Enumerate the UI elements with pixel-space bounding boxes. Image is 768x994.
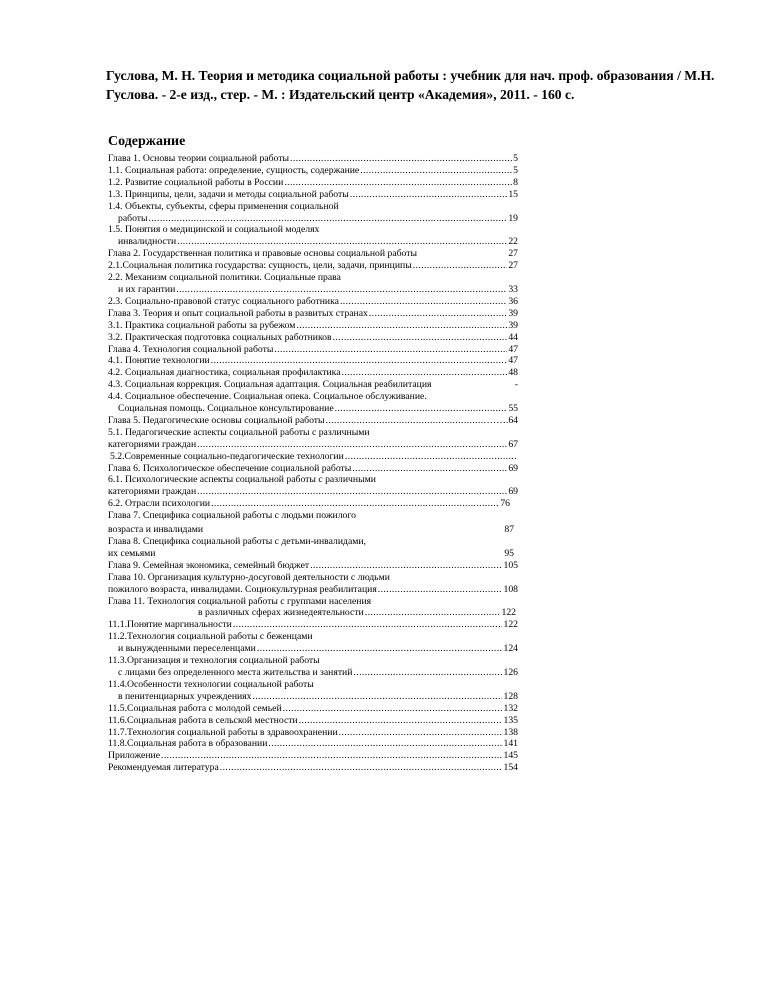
toc-entry: 4.1. Понятие технологии ..... 47 — [108, 355, 518, 367]
toc-entry: категориями граждан ..... 67 — [108, 439, 518, 451]
toc-entry: 4.3. Социальная коррекция. Социальная адаптация. Социальная реабилитация - — [108, 379, 518, 391]
toc-entry: 11.1.Понятие маргинальности ..... 122 — [108, 619, 518, 631]
toc-entry: категориями граждан ..... 69 — [108, 486, 518, 498]
toc-entry-line: 1.5. Понятия о медицинской и социальной моделях — [108, 224, 320, 236]
toc-entry: 1.3. Принципы, цели, задачи и методы социальной работы ..... 15 — [108, 189, 518, 201]
toc-entry: 11.6.Социальная работа в сельской местности ..... 135 — [108, 715, 518, 727]
toc-heading: Содержание — [108, 134, 186, 149]
toc-entry: Глава 2. Государственная политика и правовые основы социальной работы 27 — [108, 248, 518, 260]
toc-entry-line: Глава 8. Специфика социальной работы с детьми-инвалидами, — [108, 536, 366, 547]
toc-entry-line: 2.2. Механизм социальной политики. Социальные права — [108, 272, 341, 284]
toc-entry: Глава 4. Технология социальной работы ..... 47 — [108, 344, 518, 356]
toc-entry: 2.3. Социально-правовой статус социального работника ..... 36 — [108, 296, 518, 308]
toc-entry: пожилого возраста, инвалидами. Социокультурная реабилитация ..... 108 — [108, 584, 518, 596]
toc-entry-line: 11.3.Организация и технология социальной работы — [108, 655, 320, 667]
toc-entry: в различных сферах жизнедеятельности ..... 122 — [108, 607, 518, 619]
toc-entry: Глава 5. Педагогические основы социальной работы ..... …….64 — [108, 415, 518, 427]
toc-entry: 1.1. Социальная работа: определение, сущность, содержание ..... 5 — [108, 165, 518, 177]
toc-entry-line: Глава 7. Специфика социальной работы с людьми пожилого — [108, 510, 356, 522]
toc-entry-line: Глава 10. Организация культурно-досуговой деятельности с людьми — [108, 571, 390, 583]
toc-entry: 11.5.Социальная работа с молодой семьей ..... 132 — [108, 703, 518, 715]
toc-entry: инвалидности ..... 22 — [108, 236, 518, 248]
toc-entry: Рекомендуемая литература ..... 154 — [108, 762, 518, 774]
bibliographic-reference: Гуслова, М. Н. Теория и методика социальной работы : учебник для нач. проф. образования / М.Н. Гуслова. - 2-е изд., стер. - М. : Издательский центр «Академия», 2011. - 160 с. — [106, 68, 715, 102]
toc-entry: 3.2. Практическая подготовка социальных работников ..... 44 — [108, 332, 518, 344]
toc-entry: и их гарантии ..... 33 — [108, 284, 518, 296]
toc-entry: с лицами без определенного места жительства и занятий ..... 126 — [108, 667, 518, 679]
toc-entry-line: Глава 11. Технология социальной работы с группами населения — [108, 595, 372, 607]
toc-entry: возраста и инвалидами 87 — [108, 524, 514, 536]
toc-entry: 5.2.Современные социально-педагогические технологии ..... — [108, 451, 518, 463]
toc-entry: Глава 3. Теория и опыт социальной работы в развитых странах ..... 39 — [108, 308, 518, 320]
toc-entry: Приложение ..... 145 — [108, 750, 518, 762]
toc-entry: 3.1. Практика социальной работы за рубежом ..... 39 — [108, 320, 518, 332]
toc-entry: работы ..... 19 — [108, 213, 518, 225]
toc-entry: 2.1.Социальная политика государства: сущность, цели, задачи, принципы ..... 27 — [108, 260, 518, 272]
toc-entry-line: 4.4. Социальное обеспечение. Социальная опека. Социальное обслуживание. — [108, 391, 427, 403]
toc-entry: 11.8.Социальная работа в образовании ..... 141 — [108, 738, 518, 750]
toc-entry-line: 11.4.Особенности технологии социальной работы — [108, 678, 314, 690]
toc-entry: Глава 9. Семейная экономика, семейный бюджет ..... 105 — [108, 560, 518, 572]
toc-entry: Глава 1. Основы теории социальной работы ..... 5 — [108, 153, 518, 165]
toc-entry: 1.2. Развитие социальной работы в России ..... 8 — [108, 177, 518, 189]
toc-entry-line: 6.1. Психологические аспекты социальной работы с различными — [108, 474, 376, 486]
toc-entry-line: 11.2.Технология социальной работы с беженцами — [108, 631, 313, 643]
toc-entry: 6.2. Отрасли психологии ..... 76 — [108, 498, 518, 510]
toc-entry: Глава 6. Психологическое обеспечение социальной работы ..... 69 — [108, 463, 518, 475]
toc-entry: в пенитенциарных учреждениях ..... 128 — [108, 691, 518, 703]
toc-entry: 4.2. Социальная диагностика, социальная профилактика ..... 48 — [108, 367, 518, 379]
toc-entry: и вынужденными переселенцами ..... 124 — [108, 643, 518, 655]
toc-entry: 11.7.Технология социальной работы в здравоохранении ..... 138 — [108, 727, 518, 739]
toc-entry-line: 5.1. Педагогические аспекты социальной работы с различными — [108, 426, 370, 438]
table-of-contents — [108, 153, 518, 774]
toc-entry: Социальная помощь. Социальное консультирование ..... 55 — [108, 403, 518, 415]
toc-entry-line: 1.4. Объекты, субъекты, сферы применения социальной — [108, 200, 339, 212]
toc-entry: их семьями 95 — [108, 547, 514, 559]
